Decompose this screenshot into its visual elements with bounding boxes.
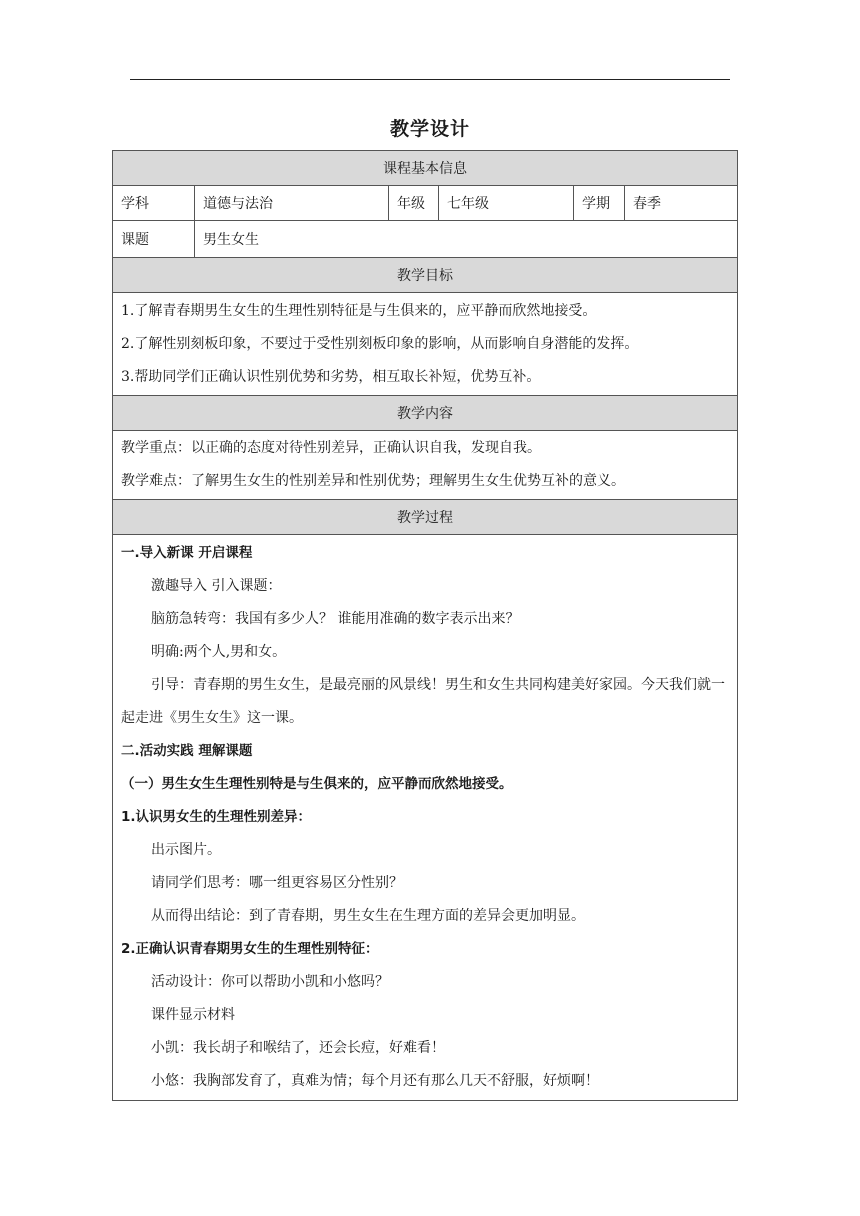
paragraph: 小凯：我长胡子和喉结了，还会长痘，好难看！ [151, 1040, 445, 1056]
paragraph: 激趣导入 引入课题： [151, 578, 282, 594]
paragraph: 课件显示材料 [151, 1007, 235, 1023]
grade-value: 七年级 [439, 186, 574, 221]
topic-row [113, 221, 738, 258]
paragraph: 出示图片。 [151, 842, 221, 858]
paragraph: 活动设计：你可以帮助小凯和小悠吗？ [151, 974, 389, 990]
term-label: 学期 [574, 186, 625, 221]
objectives-heading: 教学目标 [113, 258, 738, 293]
section-1-title: 一.导入新课 开启课程 [121, 545, 253, 561]
subject-row [113, 186, 738, 221]
objectives-header-row [113, 258, 738, 293]
paragraph: 小悠：我胸部发育了，真难为情；每个月还有那么几天不舒服，好烦啊！ [151, 1073, 599, 1089]
paragraph: 请同学们思考：哪一组更容易区分性别？ [151, 875, 403, 891]
objectives-row [113, 293, 738, 396]
subject-value: 道德与法治 [195, 186, 389, 221]
process-heading: 教学过程 [113, 500, 738, 535]
document-title: 教学设计 [389, 118, 470, 140]
content-header-row [113, 396, 738, 431]
term-value: 春季 [625, 186, 738, 221]
process-body [113, 535, 738, 1101]
basic-info-heading: 课程基本信息 [113, 151, 738, 186]
paragraph: 脑筋急转弯：我国有多少人？ 谁能用准确的数字表示出来？ [151, 611, 520, 627]
content-row [113, 431, 738, 500]
section-2-title: 二.活动实践 理解课题 [121, 743, 253, 759]
topic-label: 课题 [113, 221, 195, 258]
header-rule [130, 79, 730, 80]
objective-item: 1.了解青春期男生女生的生理性别特征是与生俱来的，应平静而欣然地接受。 [121, 303, 597, 319]
basic-info-header-row [113, 151, 738, 186]
subject-label: 学科 [113, 186, 195, 221]
item-2-title: 2.正确认识青春期男女生的生理性别特征： [121, 941, 379, 957]
content-heading: 教学内容 [113, 396, 738, 431]
objective-item: 2.了解性别刻板印象，不要过于受性别刻板印象的影响，从而影响自身潜能的发挥。 [121, 336, 639, 352]
key-point-text: 教学重点：以正确的态度对待性别差异，正确认识自我，发现自我。 [121, 440, 541, 456]
lesson-plan-table [112, 150, 738, 1101]
topic-value: 男生女生 [195, 221, 738, 258]
paragraph: 引导：青春期的男生女生，是最亮丽的风景线！男生和女生共同构建美好家园。今天我们就一起走进《男生女生》这一课。 [121, 677, 725, 726]
objective-item: 3.帮助同学们正确认识性别优势和劣势，相互取长补短，优势互补。 [121, 369, 541, 385]
process-header-row [113, 500, 738, 535]
paragraph: 从而得出结论：到了青春期，男生女生在生理方面的差异会更加明显。 [151, 908, 585, 924]
grade-label: 年级 [389, 186, 439, 221]
process-row [113, 535, 738, 1101]
item-1-title: 1.认识男女生的生理性别差异： [121, 809, 312, 825]
difficulty-text: 教学难点：了解男生女生的性别差异和性别优势；理解男生女生优势互补的意义。 [121, 473, 625, 489]
content-list [113, 431, 738, 500]
objectives-list [113, 293, 738, 396]
paragraph: 明确:两个人,男和女。 [151, 644, 287, 660]
subsection-1-title: （一）男生女生生理性别特是与生俱来的，应平静而欣然地接受。 [121, 776, 513, 792]
